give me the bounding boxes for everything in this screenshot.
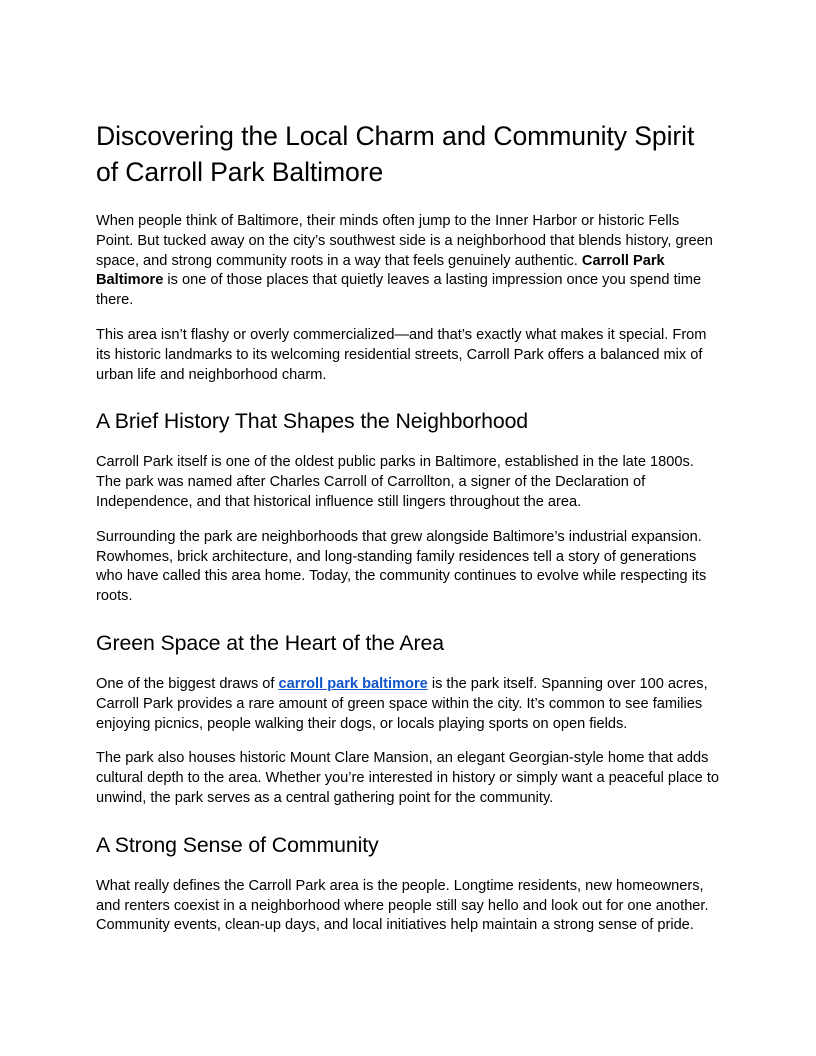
community-heading: A Strong Sense of Community [96,832,379,857]
history-paragraph-1: Carroll Park itself is one of the oldest public parks in Baltimore, established in the late 1800s. The park was named after Charles Carroll of Carrollton, a signer of the Declaration of Independence, and that historical influence still lingers throughout the area. [96,454,694,510]
intro-bold-name: Carroll Park Baltimore [96,252,665,289]
history-heading: A Brief History That Shapes the Neighborhood [96,409,529,434]
intro-paragraph-2: This area isn’t flashy or overly commercialized—and that’s exactly what makes it special. From its historic landmarks to its welcoming residential streets, Carroll Park offers a balanced mix of urban life and neighborhood charm. [96,326,707,383]
community-paragraph-1: What really defines the Carroll Park area is the people. Longtime residents, new homeowners, and renters coexist in a neighborhood where people still say hello and look out for one another. Community events, clean-up days, and local initiatives help maintain a strong sense of pride. [96,877,709,934]
carroll-park-baltimore-link[interactable]: carroll park baltimore [278,675,428,692]
green-space-paragraph-1 [96,675,720,734]
intro-text-start: When people think of Baltimore, their minds often jump to the Inner Harbor or historic Fells Point. But tucked away on the city’s southwest side is a neighborhood that blends history, green space, and strong community roots in a way that feels genuinely authentic. [96,213,713,269]
intro-text-end: is one of those places that quietly leaves a lasting impression once you spend time there. [96,272,702,309]
history-paragraph-2: Surrounding the park are neighborhoods that grew alongside Baltimore’s industrial expansion. Rowhomes, brick architecture, and long-standing family residences tell a story of generations who have called this area home. Today, the community continues to evolve while respecting its roots. [96,528,707,605]
green-space-heading: Green Space at the Heart of the Area [96,630,445,655]
document-page [96,118,720,951]
page-title: Discovering the Local Charm and Community Spirit of Carroll Park Baltimore [96,121,695,187]
green-text-end: is the park itself. Spanning over 100 acres, Carroll Park provides a rare amount of green space within the city. It’s common to see families enjoying picnics, people walking their dogs, or locals playing sports on open fields. [96,675,708,732]
green-space-paragraph-2: The park also houses historic Mount Clare Mansion, an elegant Georgian-style home that adds cultural depth to the area. Whether you’re interested in history or simply want a peaceful place to unwind, the park serves as a central gathering point for the community. [96,750,719,806]
intro-paragraph-1 [96,212,720,311]
green-text-start: One of the biggest draws of [96,675,279,692]
